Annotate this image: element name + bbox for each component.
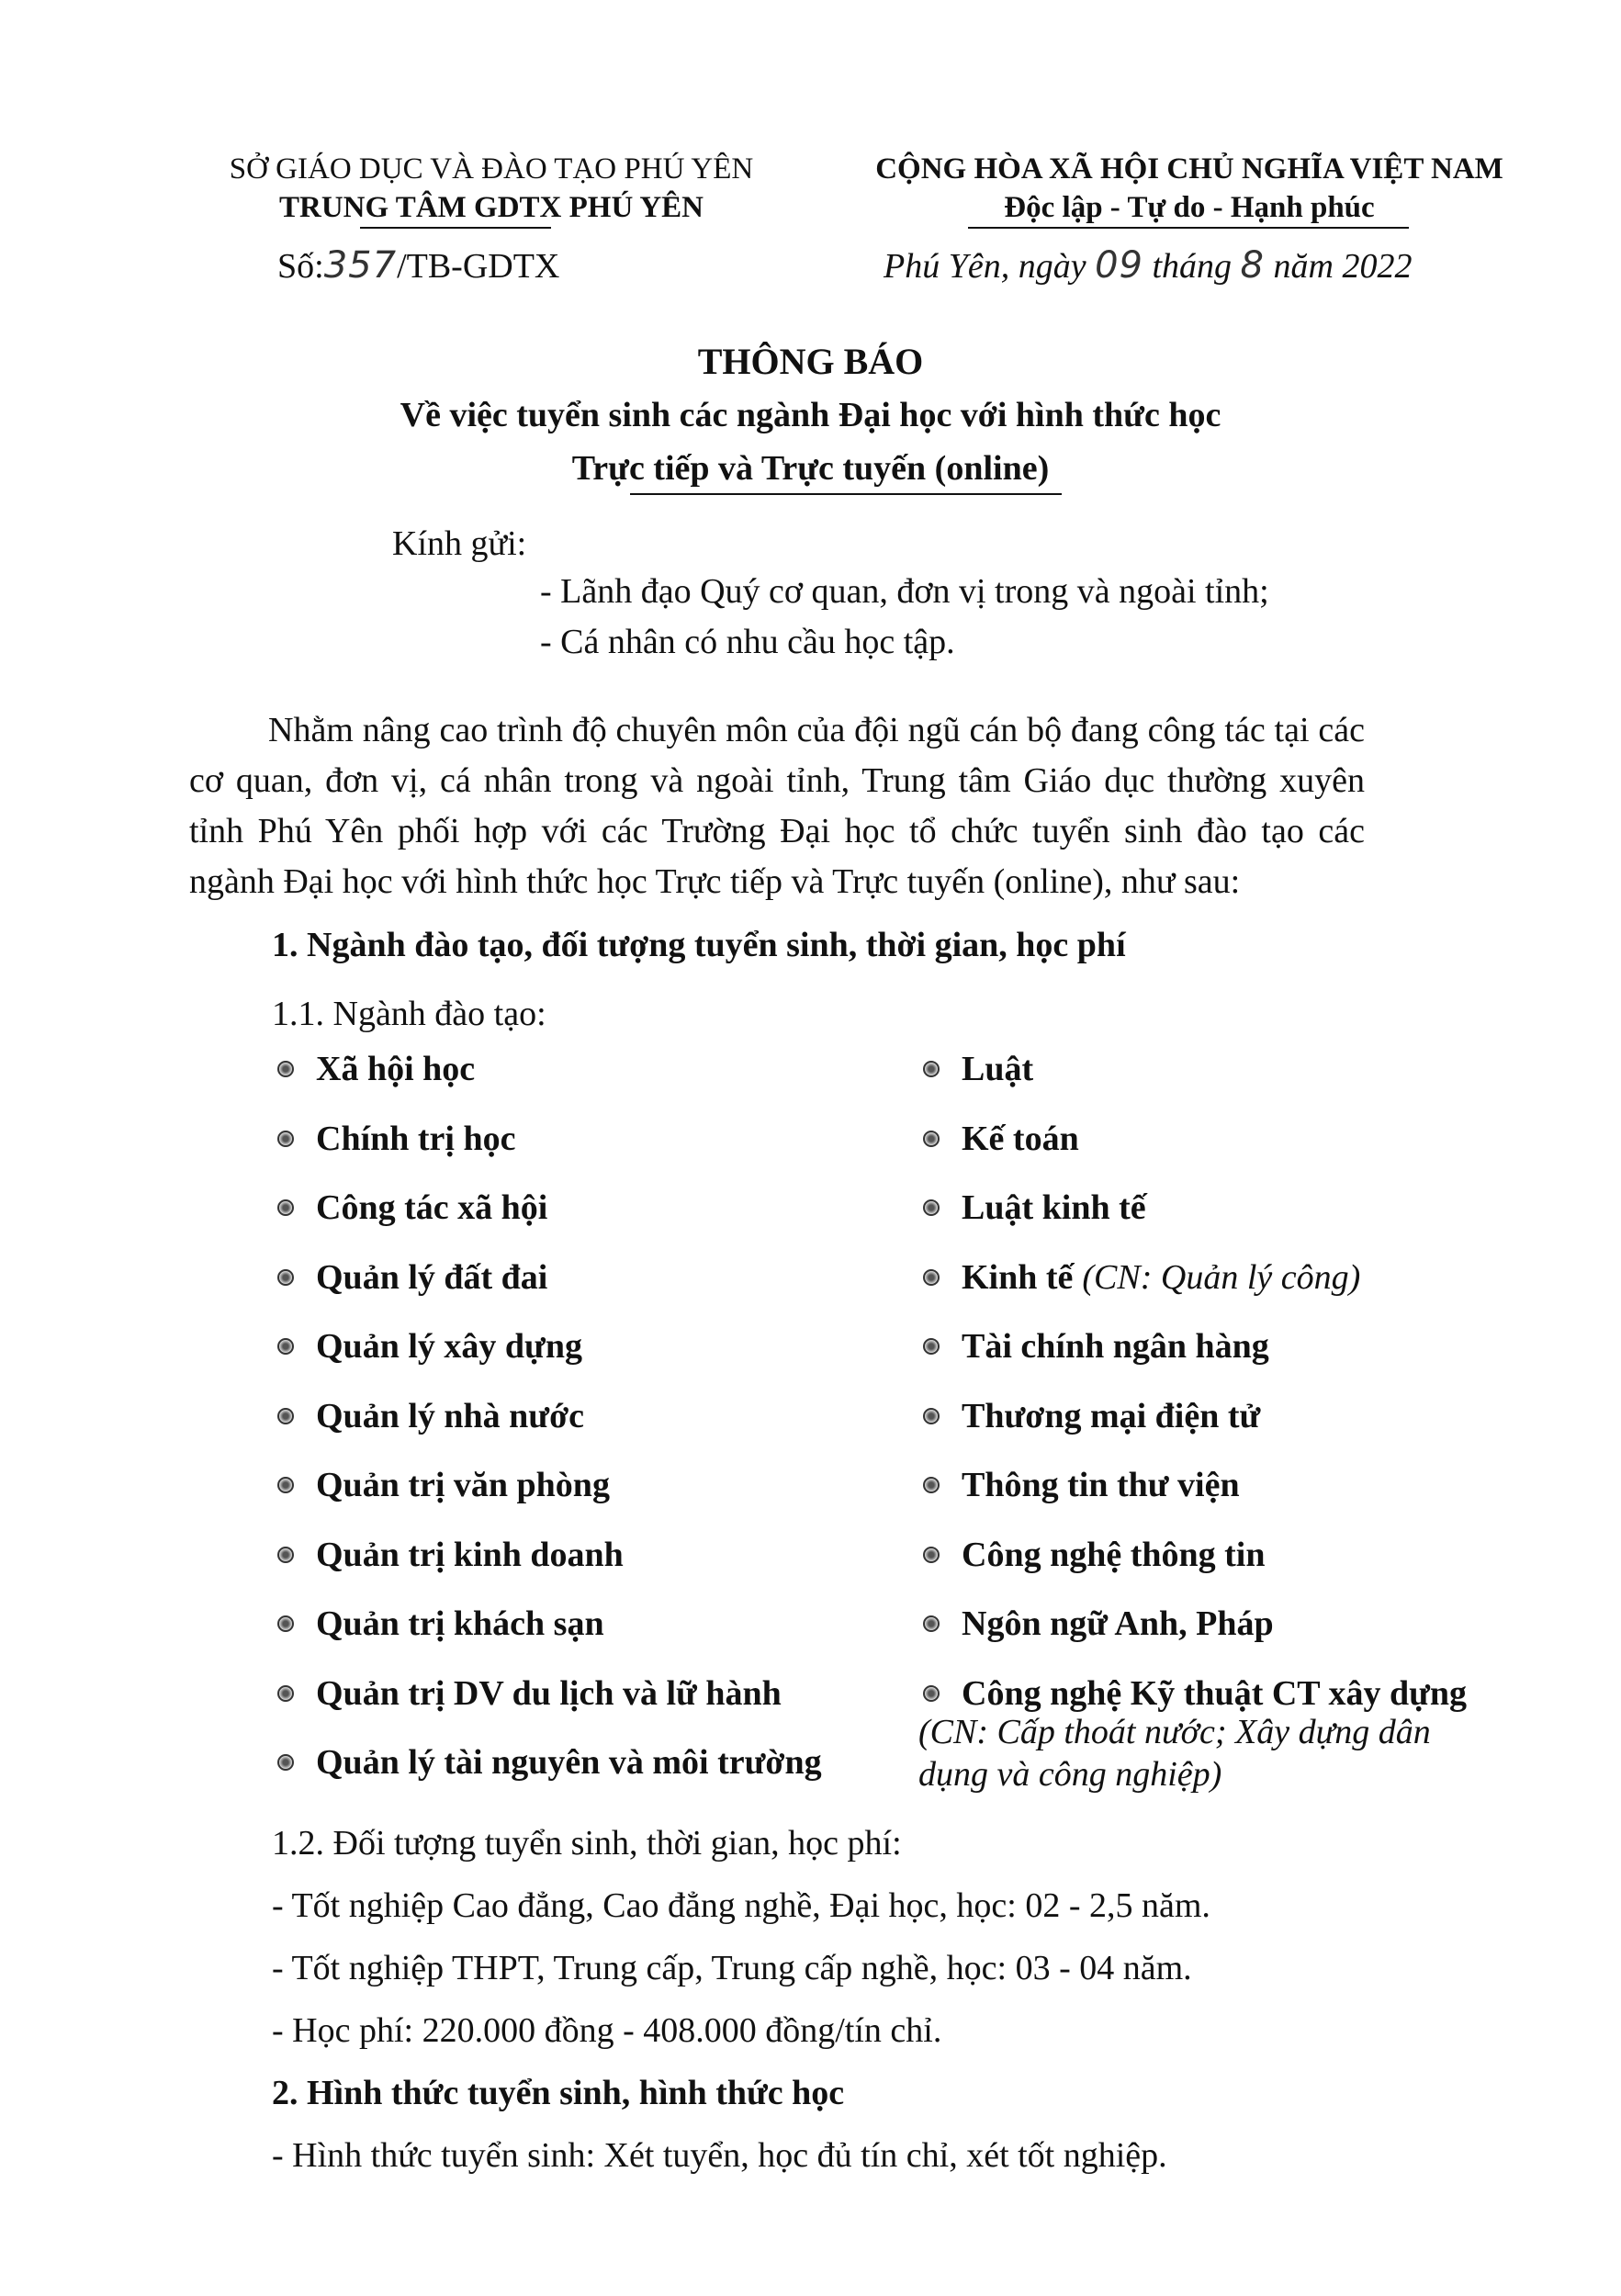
- major-right-item: [923, 1117, 1079, 1161]
- bullet-icon: [277, 1131, 294, 1147]
- ctxd-note-line2: dụng và công nghiệp): [918, 1755, 1222, 1794]
- major-left-label: Quản lý nhà nước: [316, 1396, 584, 1435]
- bullet-icon: [277, 1061, 294, 1077]
- center-name-underline: [360, 227, 551, 229]
- document-subject-line1: Về việc tuyển sinh các ngành Đại học với hình thức học: [400, 396, 1221, 434]
- document-number: [277, 243, 559, 288]
- document-subject-line2: Trực tiếp và Trực tuyến (online): [571, 449, 1050, 488]
- section1-sub2: 1.2. Đối tượng tuyển sinh, thời gian, học phí:: [272, 1824, 902, 1863]
- major-left-item: [277, 1602, 604, 1646]
- section1-sub1: 1.1. Ngành đào tạo:: [272, 995, 546, 1033]
- bullet-icon: [923, 1547, 940, 1563]
- major-left-label: Chính trị học: [316, 1119, 516, 1158]
- bullet-icon: [923, 1199, 940, 1216]
- major-left-label: Quản trị DV du lịch và lữ hành: [316, 1673, 782, 1713]
- major-right-label: Tài chính ngân hàng: [962, 1327, 1269, 1366]
- bullet-icon: [277, 1199, 294, 1216]
- major-right-label: Công nghệ Kỹ thuật CT xây dựng: [962, 1673, 1468, 1713]
- major-left-label: Quản trị kinh doanh: [316, 1535, 624, 1574]
- bullet-icon: [923, 1408, 940, 1424]
- recipient-item: - Cá nhân có nhu cầu học tập.: [540, 623, 955, 661]
- section2-line: - Hình thức tuyển sinh: Xét tuyển, học đủ tín chỉ, xét tốt nghiệp.: [272, 2136, 1167, 2175]
- date-mid: tháng: [1152, 247, 1233, 286]
- detail-line: - Tốt nghiệp Cao đẳng, Cao đẳng nghề, Đại học, học: 02 - 2,5 năm.: [272, 1886, 1210, 1925]
- bullet-icon: [277, 1547, 294, 1563]
- major-right-item: [923, 1047, 1033, 1091]
- major-right-item: [923, 1186, 1146, 1230]
- major-right-item: [923, 1602, 1274, 1646]
- national-motto: Độc lập - Tự do - Hạnh phúc: [1004, 191, 1375, 224]
- bullet-icon: [923, 1131, 940, 1147]
- document-title: THÔNG BÁO: [697, 341, 924, 382]
- major-left-label: Quản lý xây dựng: [316, 1327, 582, 1366]
- bullet-icon: [923, 1685, 940, 1702]
- major-right-label: Thương mại điện tử: [962, 1396, 1261, 1435]
- major-left-item: [277, 1324, 582, 1368]
- bullet-icon: [923, 1269, 940, 1286]
- recipient-item: - Lãnh đạo Quý cơ quan, đơn vị trong và ngoài tỉnh;: [540, 572, 1269, 611]
- major-left-item: [277, 1255, 547, 1300]
- section2-heading: 2. Hình thức tuyển sinh, hình thức học: [272, 2074, 845, 2112]
- agency-name: SỞ GIÁO DỤC VÀ ĐÀO TẠO PHÚ YÊN: [229, 152, 754, 186]
- major-left-item: [277, 1186, 547, 1230]
- major-left-item: [277, 1047, 475, 1091]
- major-left-item: [277, 1394, 584, 1438]
- major-right-item: [923, 1394, 1260, 1438]
- section1-heading: 1. Ngành đào tạo, đối tượng tuyển sinh, thời gian, học phí: [272, 926, 1126, 964]
- bullet-icon: [277, 1408, 294, 1424]
- doc-no-prefix: Số:: [277, 247, 324, 286]
- national-motto-underline: [968, 227, 1409, 229]
- recipients-label: Kính gửi:: [392, 524, 527, 563]
- date-day-handwritten: 09: [1095, 244, 1143, 287]
- major-right-item: [923, 1671, 1467, 1716]
- bullet-icon: [277, 1477, 294, 1493]
- major-right-label: Luật: [962, 1050, 1034, 1088]
- major-left-label: Xã hội học: [316, 1050, 476, 1088]
- major-left-item: [277, 1671, 782, 1716]
- date-month-handwritten: 8: [1240, 244, 1265, 287]
- bullet-icon: [923, 1477, 940, 1493]
- major-left-label: Công tác xã hội: [316, 1188, 548, 1227]
- kinh-te-note: (CN: Quản lý công): [1082, 1257, 1361, 1297]
- major-left-label: Quản trị văn phòng: [316, 1466, 610, 1504]
- major-right-label: Công nghệ thông tin: [962, 1535, 1266, 1574]
- major-left-label: Quản lý đất đai: [316, 1257, 548, 1297]
- major-left-item: [277, 1117, 515, 1161]
- date-suffix: năm 2022: [1273, 247, 1413, 286]
- subject-underline: [630, 493, 1062, 495]
- national-title: CỘNG HÒA XÃ HỘI CHỦ NGHĨA VIỆT NAM: [875, 152, 1503, 186]
- date-prefix: Phú Yên, ngày: [884, 247, 1086, 286]
- major-right-label: Thông tin thư viện: [962, 1466, 1240, 1504]
- major-left-item: [277, 1463, 610, 1507]
- detail-line: - Học phí: 220.000 đồng - 408.000 đồng/tín chỉ.: [272, 2011, 942, 2050]
- major-right-label: Luật kinh tế: [962, 1188, 1146, 1227]
- major-left-label: Quản trị khách sạn: [316, 1604, 604, 1643]
- doc-no-suffix: /TB-GDTX: [397, 247, 560, 286]
- bullet-icon: [277, 1269, 294, 1286]
- major-right-item: [923, 1324, 1269, 1368]
- bullet-icon: [923, 1338, 940, 1355]
- major-right-label: Kế toán: [962, 1119, 1079, 1158]
- major-left-item: [277, 1740, 822, 1784]
- bullet-icon: [923, 1615, 940, 1632]
- bullet-icon: [923, 1061, 940, 1077]
- major-left-item: [277, 1533, 624, 1577]
- center-name: TRUNG TÂM GDTX PHÚ YÊN: [278, 191, 704, 224]
- bullet-icon: [277, 1685, 294, 1702]
- detail-line: - Tốt nghiệp THPT, Trung cấp, Trung cấp nghề, học: 03 - 04 năm.: [272, 1949, 1192, 1987]
- issue-date: [884, 243, 1412, 288]
- bullet-icon: [277, 1615, 294, 1632]
- bullet-icon: [277, 1338, 294, 1355]
- doc-no-handwritten: 357: [323, 244, 398, 287]
- ctxd-note-line1: (CN: Cấp thoát nước; Xây dựng dân: [918, 1713, 1431, 1751]
- major-right-label: Ngôn ngữ Anh, Pháp: [962, 1604, 1274, 1643]
- bullet-icon: [277, 1754, 294, 1771]
- major-right-item: [923, 1255, 1360, 1300]
- major-right-item: [923, 1533, 1265, 1577]
- intro-paragraph: Nhằm nâng cao trình độ chuyên môn của đội ngũ cán bộ đang công tác tại các cơ quan, đơn vị, cá nhân trong và ngoài tỉnh, Trung tâm Giáo dục thường xuyên tỉnh Phú Yên phối hợp với các Trường Đại học tổ chức tuyển sinh đào tạo các ngành Đại học với hình thức học Trực tiếp và Trực tuyến (online), như sau:: [189, 711, 1365, 901]
- major-right-item: [923, 1463, 1240, 1507]
- major-left-label: Quản lý tài nguyên và môi trường: [316, 1743, 822, 1782]
- major-right-label: Kinh tế: [962, 1257, 1074, 1297]
